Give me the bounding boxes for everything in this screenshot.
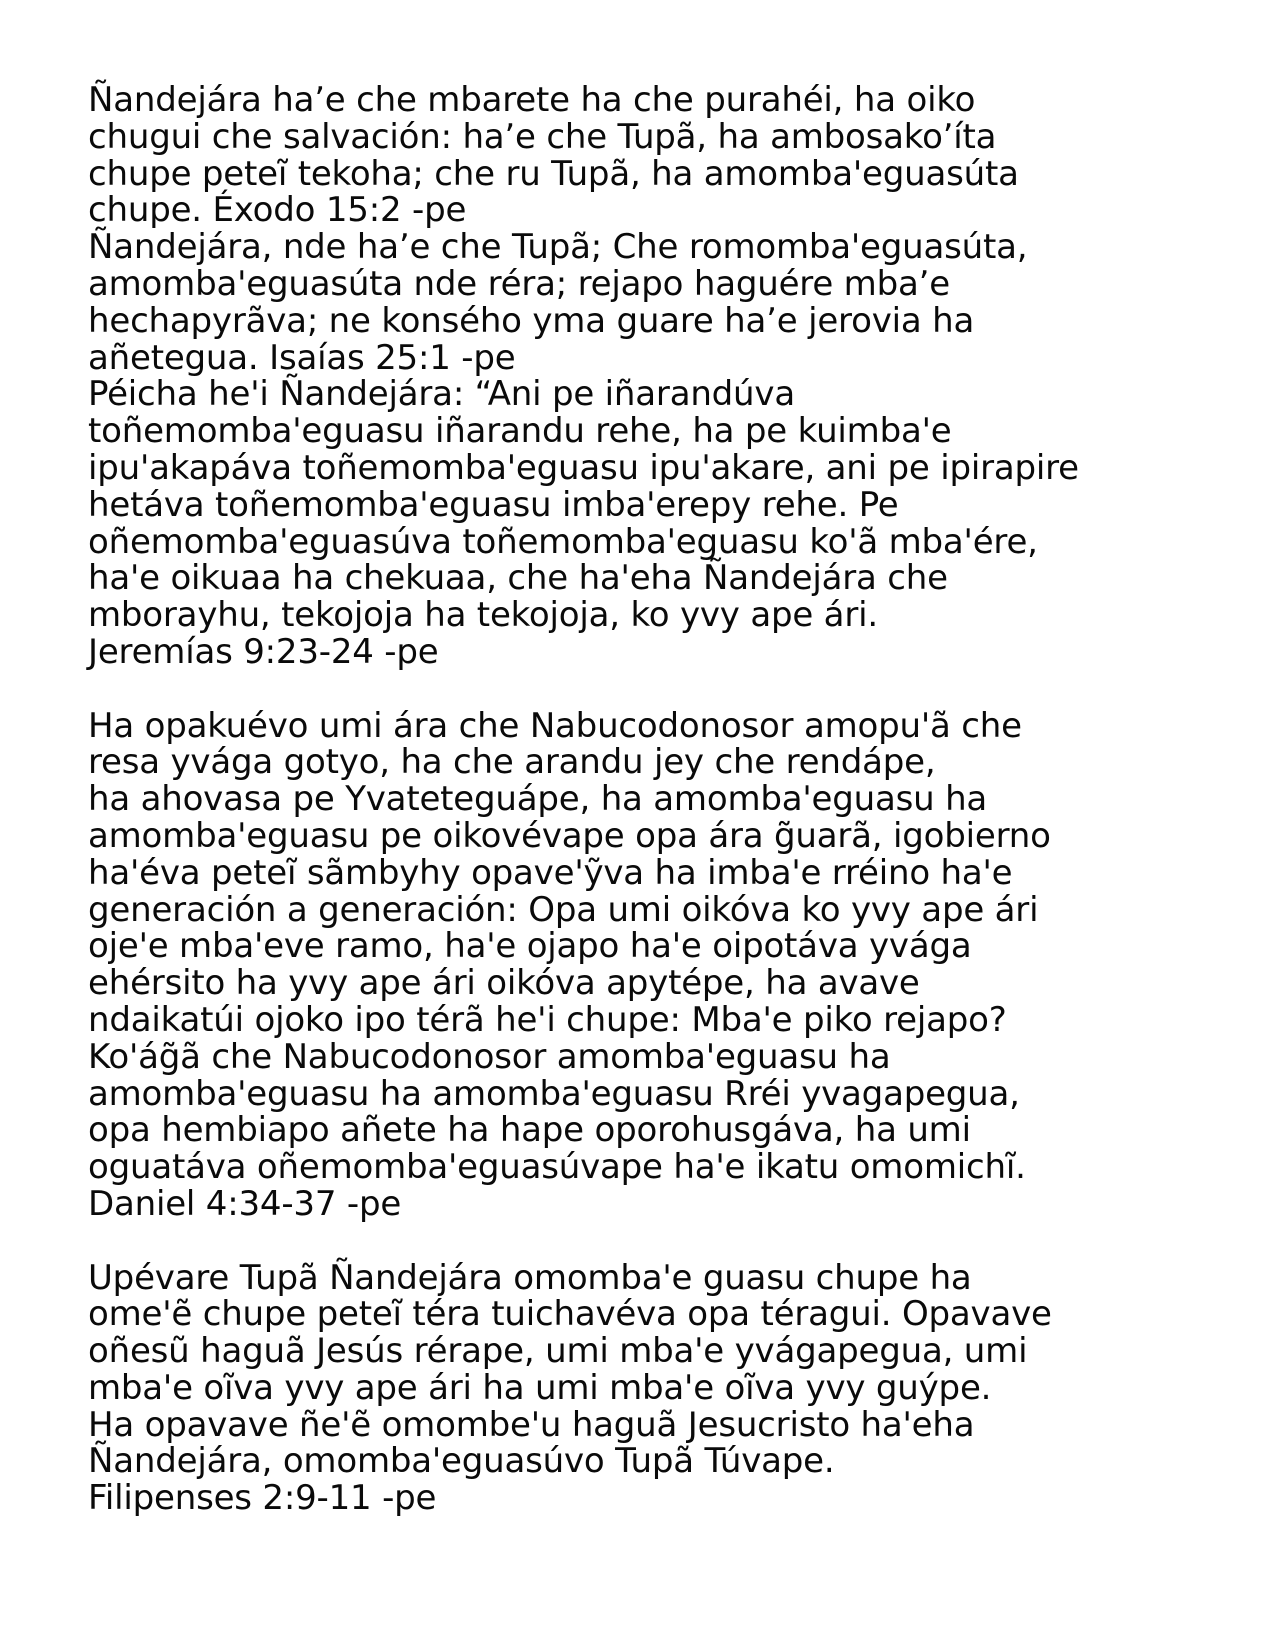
text-line: oje'e mba'eve ramo, ha'e ojapo ha'e oipotáva yvága	[88, 926, 972, 967]
text-line: mborayhu, tekojoja ha tekojoja, ko yvy ape ári.	[88, 595, 878, 636]
text-line: amomba'eguasu ha amomba'eguasu Rréi yvagapegua,	[88, 1073, 1020, 1114]
text-line: Ko'ág̃ã che Nabucodonosor amomba'eguasu ha	[88, 1036, 891, 1077]
text-line: añetegua. Isaías 25:1 -pe	[88, 337, 516, 378]
text-line: Upévare Tupã Ñandejára omomba'e guasu chupe ha	[88, 1257, 972, 1298]
text-line: ndaikatúi ojoko ipo térã he'i chupe: Mba'e piko rejapo?	[88, 999, 1007, 1040]
text-line: oñesũ haguã Jesús rérape, umi mba'e yvágapegua, umi	[88, 1331, 1028, 1372]
text-line: chupe peteĩ tekoha; che ru Tupã, ha amomba'eguasúta	[88, 153, 1019, 194]
text-line: ipu'akapáva toñemomba'eguasu ipu'akare, ani pe ipirapire	[88, 447, 1079, 488]
text-line: generación a generación: Opa umi oikóva ko yvy ape ári	[88, 889, 1039, 930]
paragraph-1	[88, 82, 1268, 671]
text-line: resa yvága gotyo, ha che arandu jey che rendápe,	[88, 742, 936, 783]
paragraph-gap	[88, 671, 1268, 708]
text-line: hetáva toñemomba'eguasu imba'erepy rehe. Pe	[88, 484, 899, 525]
text-line: ehérsito ha yvy ape ári oikóva apytépe, ha avave	[88, 963, 920, 1004]
text-line: mba'e oĩva yvy ape ári ha umi mba'e oĩva yvy guýpe.	[88, 1367, 992, 1408]
text-line: Jeremías 9:23-24 -pe	[88, 631, 439, 672]
text-line: Ñandejára, omomba'eguasúvo Tupã Túvape.	[88, 1441, 835, 1482]
text-line: oguatáva oñemomba'eguasúvape ha'e ikatu omomichĩ.	[88, 1147, 1026, 1188]
text-line: Péicha he'i Ñandejára: “Ani pe iñarandúva	[88, 374, 795, 415]
text-line: ome'ẽ chupe peteĩ téra tuichavéva opa téragui. Opavave	[88, 1294, 1052, 1335]
text-line: opa hembiapo añete ha hape oporohusgáva, ha umi	[88, 1110, 971, 1151]
text-line: Ñandejára, nde ha’e che Tupã; Che romomba'eguasúta,	[88, 227, 1028, 268]
text-line: Ñandejára ha’e che mbarete ha che purahéi, ha oiko	[88, 80, 976, 120]
text-line: Daniel 4:34-37 -pe	[88, 1183, 402, 1224]
text-line: chupe. Éxodo 15:2 -pe	[88, 190, 467, 231]
text-line: ha'éva peteĩ sãmbyhy opave'ỹva ha imba'e rréino ha'e	[88, 852, 1013, 893]
text-line: amomba'eguasúta nde réra; rejapo haguére mba’e	[88, 263, 950, 304]
document-body	[88, 82, 1268, 1517]
text-line: hechapyrãva; ne konsého yma guare ha’e jerovia ha	[88, 300, 975, 341]
paragraph-3	[88, 1257, 1268, 1519]
text-line: Filipenses 2:9-11 -pe	[88, 1478, 437, 1519]
paragraph-2	[88, 705, 1268, 1224]
paragraph-gap	[88, 1223, 1268, 1260]
text-line: ha ahovasa pe Yvateteguápe, ha amomba'eguasu ha	[88, 779, 988, 820]
text-line: ha'e oikuaa ha chekuaa, che ha'eha Ñandejára che	[88, 558, 948, 599]
text-line: toñemomba'eguasu iñarandu rehe, ha pe kuimba'e	[88, 411, 952, 452]
text-line: Ha opavave ñe'ẽ omombe'u haguã Jesucristo ha'eha	[88, 1404, 975, 1445]
text-line: oñemomba'eguasúva toñemomba'eguasu ko'ã mba'ére,	[88, 521, 1038, 562]
text-line: chugui che salvación: ha’e che Tupã, ha ambosako’íta	[88, 116, 997, 157]
text-line: amomba'eguasu pe oikovévape opa ára g̃uarã, igobierno	[88, 815, 1051, 856]
text-line: Ha opakuévo umi ára che Nabucodonosor amopu'ã che	[88, 705, 1022, 746]
